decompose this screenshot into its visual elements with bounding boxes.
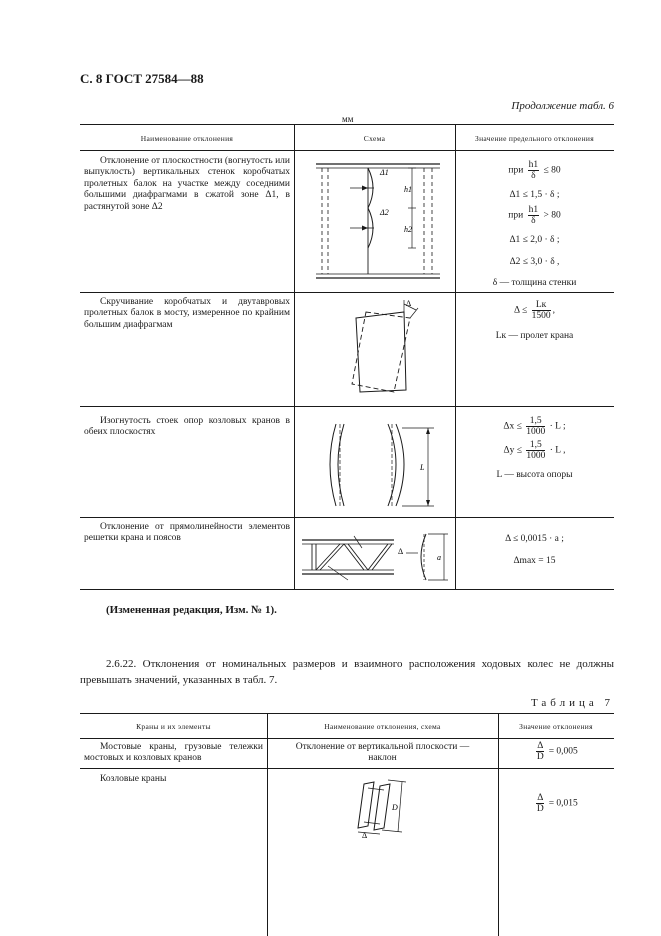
- table-continuation: Продолжение табл. 6: [511, 100, 614, 112]
- scheme-lattice-diagram: [298, 526, 454, 586]
- table6-row2-value-note: Lк — пролет крана: [495, 331, 574, 341]
- table7-row1-name: Мостовые краны, грузовые тележки мостовых и козловых кранов: [84, 742, 263, 764]
- table6-row1-value-cond2: при $\frac{h1}{\delta}$ > 80: [508, 205, 561, 226]
- scheme-wheel-tilt-diagram: [350, 776, 420, 840]
- table7-row-rule-1: [80, 768, 614, 769]
- table6-row1-value-d2: Δ2 ≤ 3,0 · δ ,: [509, 257, 560, 267]
- table6-header-rule: [80, 150, 614, 151]
- table6-row4-value-1: Δ ≤ 0,0015 · a ;: [505, 534, 564, 544]
- table7-col-divider-1: [267, 713, 268, 936]
- table6-row3-value-dy: Δy ≤ $\frac{1,5}{1000}$ · L ,: [503, 440, 566, 461]
- page-header: С. 8 ГОСТ 27584—88: [80, 71, 204, 86]
- table6-col-divider-1: [294, 124, 295, 589]
- table7-top-rule: [80, 713, 614, 714]
- table7-row2-value: $\frac{\Delta}{D}$ = 0,015: [536, 793, 578, 814]
- scheme-twist-diagram: [346, 300, 426, 400]
- table7-row1-value: $\frac{\Delta}{D}$ = 0,005: [536, 741, 578, 762]
- table6-row-rule-2: [80, 406, 614, 407]
- table6-row2-value-formula: Δ ≤ $\frac{Lк}{1500}$ ,: [514, 300, 555, 321]
- scheme-label-h2: h2: [404, 225, 412, 234]
- paragraph-2-6-22: 2.6.22. Отклонения от номинальных размеров и взаимного расположения ходовых колес не должны превышать значений, указанных в табл. 7.: [80, 658, 614, 686]
- table7-col-header-value: Значение отклонения: [519, 722, 593, 731]
- scheme-label-delta1: Δ1: [380, 168, 389, 177]
- table7-header-rule: [80, 738, 614, 739]
- scheme-flatness-diagram: [312, 158, 444, 284]
- table6-bottom-rule: [80, 589, 614, 590]
- table7-caption: Таблица 7: [530, 697, 614, 709]
- table7-row2-name: Козловые краны: [100, 774, 167, 784]
- table6-top-rule: [80, 124, 614, 125]
- table6-row2-name: Скручивание коробчатых и двутавровых пролетных балок в мосту, измеренное по крайним большим диафрагмам: [84, 297, 290, 330]
- table6-row1-value-cond1: при $\frac{h1}{\delta}$ ≤ 80: [508, 160, 561, 181]
- table6-row-rule-1: [80, 292, 614, 293]
- table7-col-header-deviation: Наименование отклонения, схема: [324, 722, 441, 731]
- scheme-label-h1: h1: [404, 185, 412, 194]
- table6-row-rule-3: [80, 517, 614, 518]
- table6-row3-value-note: L — высота опоры: [496, 470, 573, 480]
- table6-row3-value-dx: Δx ≤ $\frac{1,5}{1000}$ · L ;: [503, 416, 566, 437]
- table7-col-header-name: Краны и их элементы: [136, 722, 211, 731]
- table6-row4-name: Отклонение от прямолинейности элементов решетки крана и поясов: [84, 522, 290, 544]
- table6-col-header-name: Наименование отклонения: [140, 134, 234, 143]
- scheme-label-a: a: [437, 553, 441, 562]
- units-label: мм: [342, 114, 354, 124]
- table6-col-header-scheme: Схема: [363, 134, 386, 143]
- scheme-label-delta2: Δ2: [380, 208, 389, 217]
- scheme-label-wheel-delta: Δ: [362, 831, 368, 840]
- scheme-label-L: L: [420, 463, 425, 472]
- amendment-note: (Измененная редакция, Изм. № 1).: [106, 604, 277, 616]
- table6-row4-value-2: Δmax = 15: [513, 556, 556, 566]
- table6-row1-value-d1b: Δ1 ≤ 2,0 · δ ;: [509, 235, 560, 245]
- table6-row1-name: Отклонение от плоскостности (вогнутость или выпуклость) вертикальных стенок коробчатых пролетных балок на участке между соседними большими диафрагмами в сжатой зоне Δ1, в растянутой зоне Δ2: [84, 156, 290, 212]
- scheme-label-twist-delta: Δ: [406, 299, 412, 308]
- table7-row1-deviation: Отклонение от вертикальной плоскости — наклон: [295, 742, 470, 764]
- scheme-label-D: D: [392, 803, 398, 812]
- table6-col-header-value: Значение предельного отклонения: [475, 134, 594, 143]
- table6-row1-value-note: δ — толщина стенки: [492, 278, 577, 288]
- table6-row3-name: Изогнутость стоек опор козловых кранов в обеих плоскостях: [84, 416, 290, 438]
- table6-row1-value-d1a: Δ1 ≤ 1,5 · δ ;: [509, 190, 560, 200]
- scheme-label-lattice-delta: Δ: [398, 547, 404, 556]
- scheme-column-bend-diagram: [316, 414, 446, 514]
